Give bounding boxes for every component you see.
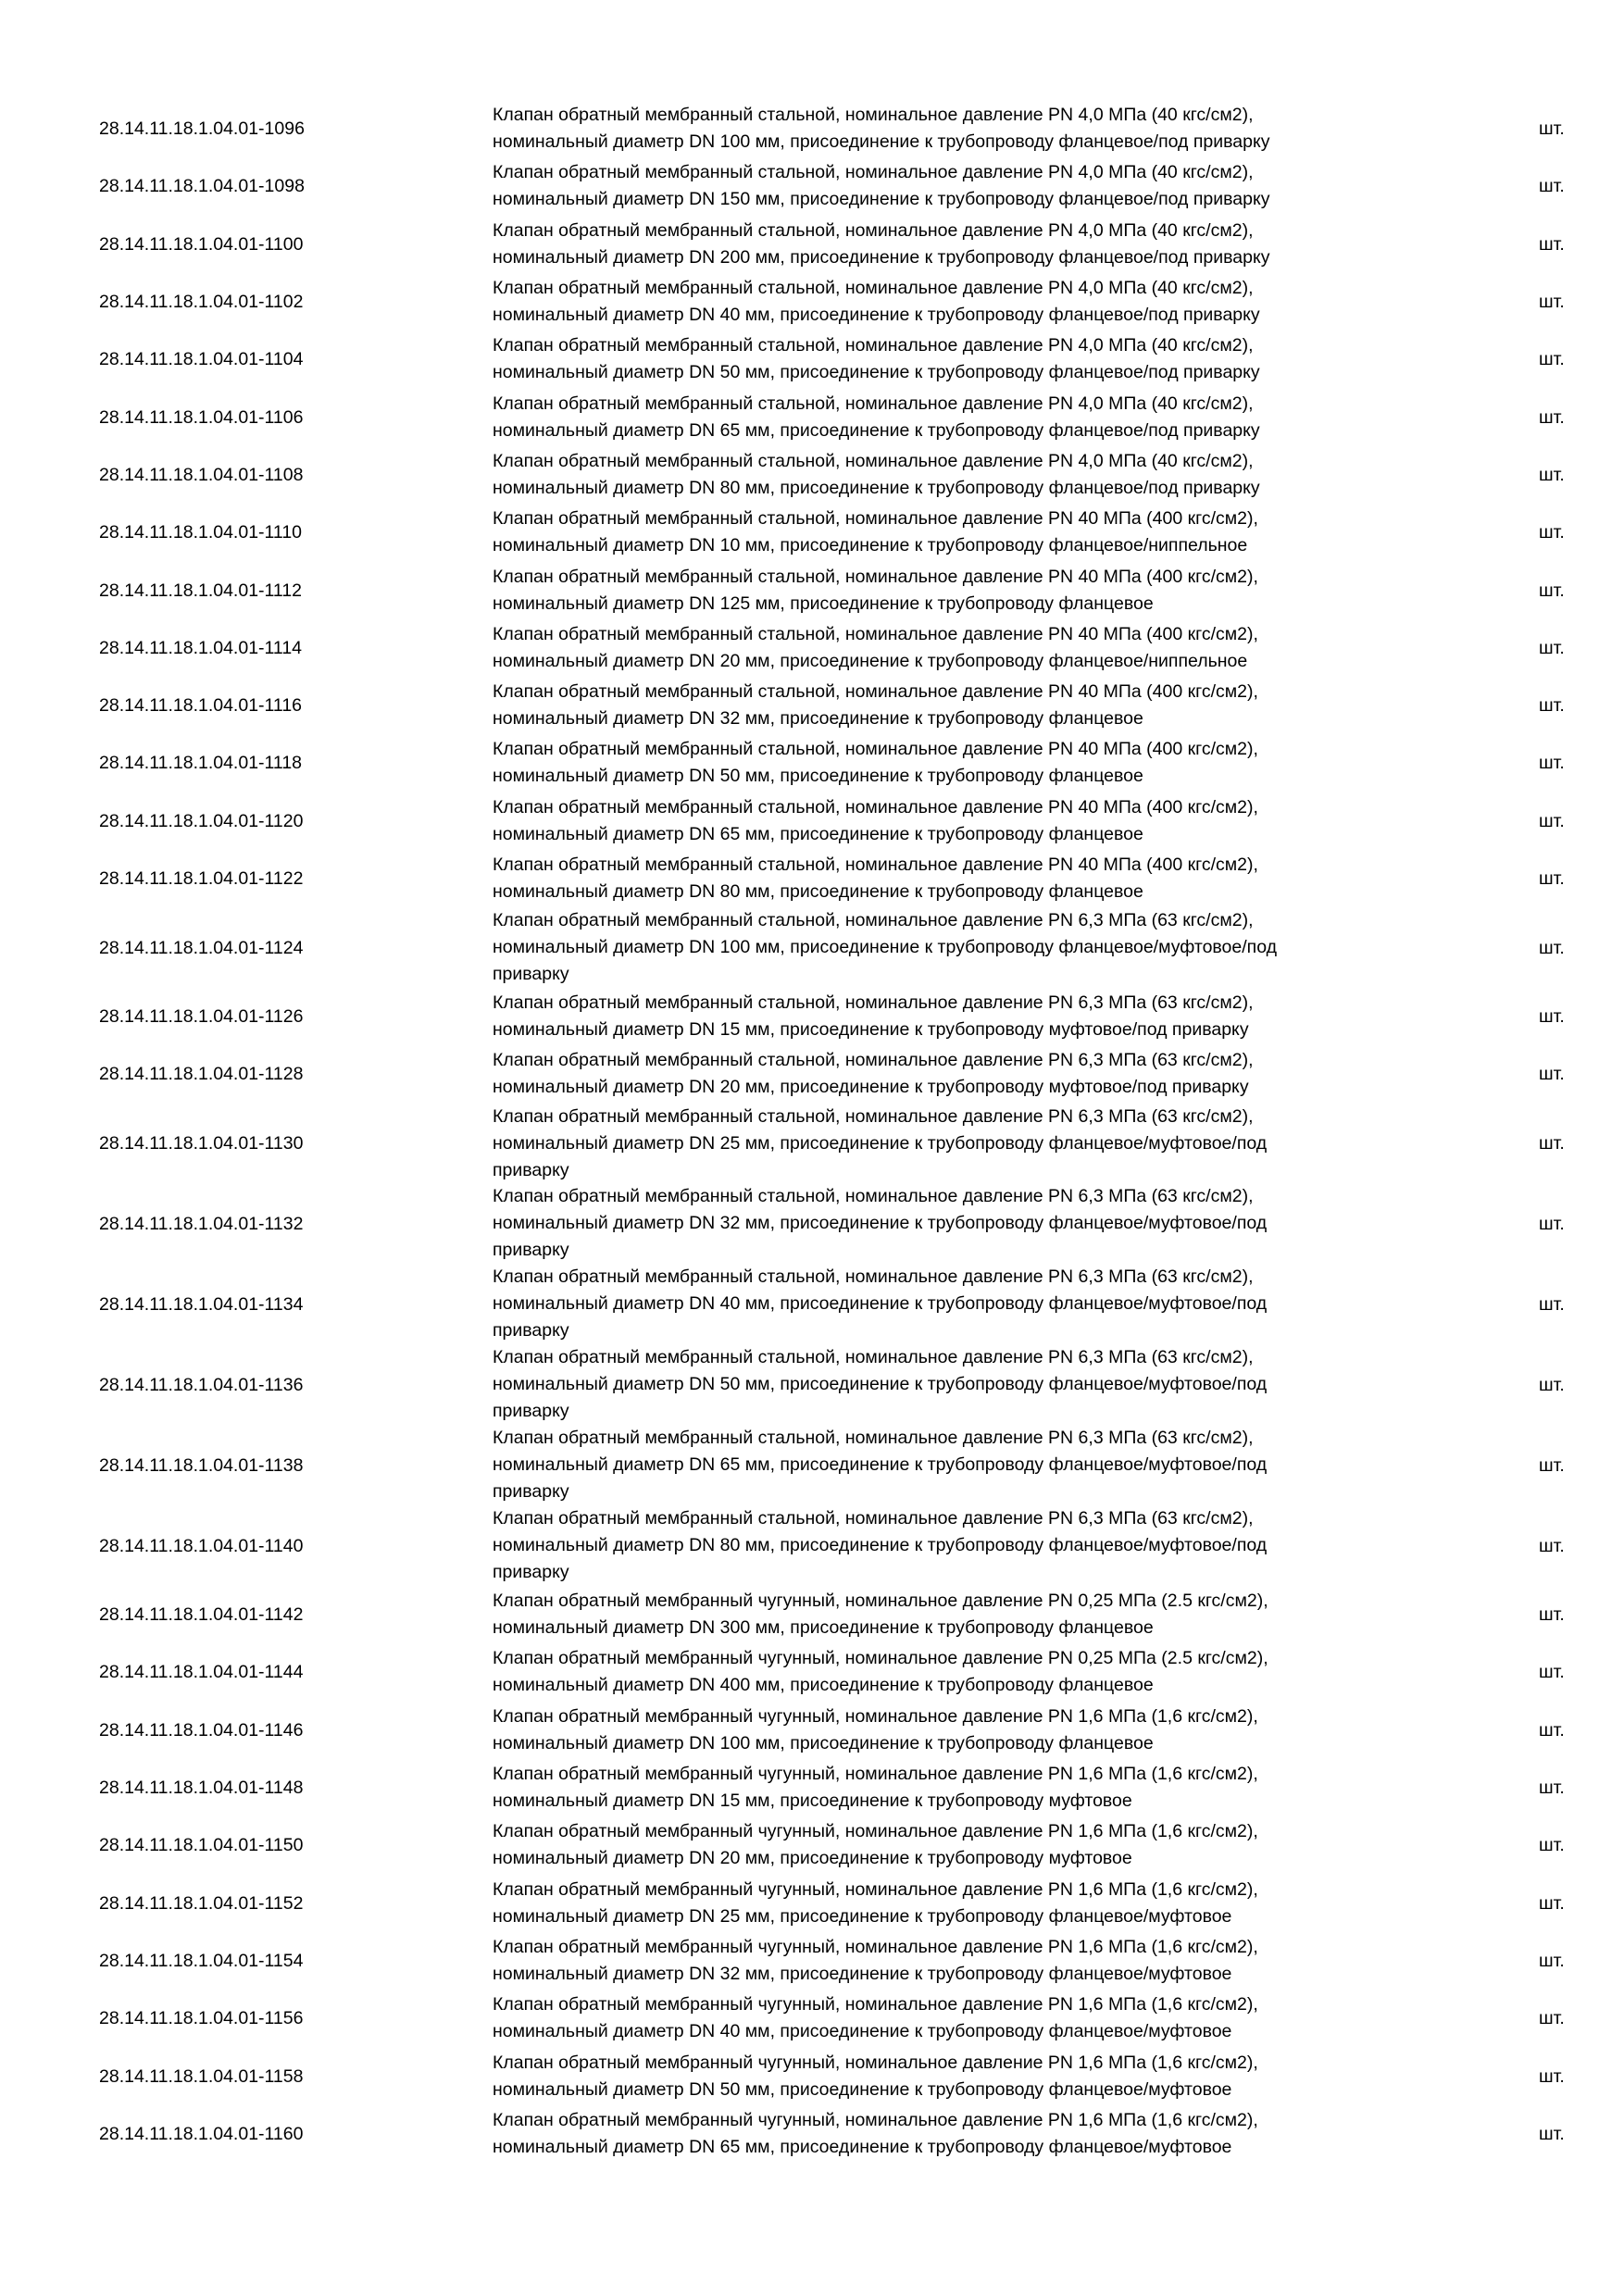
row-code: 28.14.11.18.1.04.01-1148 [99,1778,304,1799]
table-row [0,1932,1624,1990]
description-line: приварку [493,1562,569,1583]
table-row [0,1264,1624,1344]
description-line: номинальный диаметр DN 65 мм, присоединение к трубопроводу фланцевое/муфтовое [493,2136,1232,2157]
description-line: Клапан обратный мембранный стальной, номинальное давление PN 40 МПа (400 кгс/см2), [493,739,1258,760]
row-unit: шт. [1539,1950,1565,1971]
row-code: 28.14.11.18.1.04.01-1100 [99,233,304,255]
description-line: Клапан обратный мембранный стальной, номинальное давление PN 6,3 МПа (63 кгс/см2), [493,1186,1254,1207]
table-row [0,1702,1624,1759]
row-code: 28.14.11.18.1.04.01-1126 [99,1006,304,1028]
table-row [0,850,1624,907]
row-description [493,218,1418,271]
description-line: номинальный диаметр DN 32 мм, присоединение к трубопроводу фланцевое/муфтовое [493,1963,1232,1984]
row-description [493,332,1418,386]
description-line: приварку [493,1240,569,1261]
description-line: номинальный диаметр DN 40 мм, присоединение к трубопроводу фланцевое/муфтовое/под [493,1293,1268,1315]
description-line: номинальный диаметр DN 200 мм, присоединение к трубопроводу фланцевое/под приварку [493,246,1270,268]
row-description [493,736,1418,790]
row-description [493,1703,1418,1757]
row-description [493,1877,1418,1930]
row-unit: шт. [1539,176,1565,197]
row-description [493,1645,1418,1699]
table-row [0,1990,1624,2047]
description-line: Клапан обратный мембранный чугунный, номинальное давление PN 0,25 МПа (2.5 кгс/см2), [493,1648,1268,1669]
row-description [493,448,1418,502]
row-unit: шт. [1539,2065,1565,2087]
description-line: Клапан обратный мембранный стальной, номинальное давление PN 40 МПа (400 кгс/см2), [493,508,1258,530]
table-row [0,100,1624,157]
row-unit: шт. [1539,753,1565,774]
description-line: номинальный диаметр DN 25 мм, присоединение к трубопроводу фланцевое/муфтовое/под [493,1132,1268,1154]
row-description [493,391,1418,444]
table-row [0,2047,1624,2104]
row-code: 28.14.11.18.1.04.01-1136 [99,1374,304,1395]
description-line: Клапан обратный мембранный стальной, номинальное давление PN 40 МПа (400 кгс/см2), [493,681,1258,703]
row-code: 28.14.11.18.1.04.01-1102 [99,292,304,313]
description-line: приварку [493,964,569,985]
row-description [493,1505,1418,1586]
row-unit: шт. [1539,119,1565,140]
row-code: 28.14.11.18.1.04.01-1112 [99,580,303,601]
table-row [0,388,1624,445]
price-table [0,100,1624,2163]
description-line: Клапан обратный мембранный стальной, номинальное давление PN 4,0 МПа (40 кгс/см2), [493,219,1254,241]
table-row [0,1104,1624,1184]
description-line: Клапан обратный мембранный чугунный, номинальное давление PN 1,6 МПа (1,6 кгс/см2), [493,2052,1258,2073]
row-description [493,990,1418,1043]
row-unit: шт. [1539,2123,1565,2144]
description-line: Клапан обратный мембранный стальной, номинальное давление PN 6,3 МПа (63 кгс/см2), [493,1267,1254,1288]
description-line: номинальный диаметр DN 125 мм, присоединение к трубопроводу фланцевое [493,593,1154,614]
description-line: номинальный диаметр DN 50 мм, присоединение к трубопроводу фланцевое/муфтовое/под [493,1374,1268,1395]
row-code: 28.14.11.18.1.04.01-1106 [99,406,304,428]
row-description [493,852,1418,905]
description-line: Клапан обратный мембранный стальной, номинальное давление PN 4,0 МПа (40 кгс/см2), [493,393,1254,414]
description-line: приварку [493,1159,569,1180]
description-line: номинальный диаметр DN 32 мм, присоединение к трубопроводу фланцевое/муфтовое/под [493,1213,1268,1234]
description-line: номинальный диаметр DN 40 мм, присоединение к трубопроводу фланцевое/под приварку [493,305,1260,326]
row-unit: шт. [1539,695,1565,717]
description-line: номинальный диаметр DN 80 мм, присоединение к трубопроводу фланцевое [493,881,1143,902]
description-line: Клапан обратный мембранный стальной, номинальное давление PN 6,3 МПа (63 кгс/см2), [493,910,1254,931]
row-description [493,1425,1418,1505]
table-row [0,216,1624,273]
row-code: 28.14.11.18.1.04.01-1142 [99,1604,304,1626]
description-line: номинальный диаметр DN 150 мм, присоединение к трубопроводу фланцевое/под приварку [493,189,1270,210]
description-line: Клапан обратный мембранный стальной, номинальное давление PN 6,3 МПа (63 кгс/см2), [493,1050,1254,1071]
description-line: Клапан обратный мембранный стальной, номинальное давление PN 6,3 МПа (63 кгс/см2), [493,1347,1254,1368]
row-unit: шт. [1539,1374,1565,1395]
row-unit: шт. [1539,810,1565,831]
description-line: Клапан обратный мембранный чугунный, номинальное давление PN 1,6 МПа (1,6 кгс/см2), [493,1821,1258,1842]
row-code: 28.14.11.18.1.04.01-1108 [99,464,304,485]
description-line: номинальный диаметр DN 25 мм, присоединение к трубопроводу фланцевое/муфтовое [493,1905,1232,1927]
description-line: номинальный диаметр DN 15 мм, присоединение к трубопроводу муфтовое [493,1791,1132,1812]
row-description [493,1818,1418,1872]
row-unit: шт. [1539,1778,1565,1799]
row-description [493,505,1418,559]
table-row [0,1586,1624,1643]
row-code: 28.14.11.18.1.04.01-1150 [99,1835,304,1856]
description-line: номинальный диаметр DN 20 мм, присоединение к трубопроводу фланцевое/ниппельное [493,650,1248,671]
row-description [493,159,1418,213]
description-line: Клапан обратный мембранный стальной, номинальное давление PN 4,0 МПа (40 кгс/см2), [493,105,1254,126]
description-line: номинальный диаметр DN 100 мм, присоединение к трубопроводу фланцевое [493,1732,1154,1753]
row-code: 28.14.11.18.1.04.01-1140 [99,1535,304,1556]
description-line: номинальный диаметр DN 50 мм, присоединение к трубопроводу фланцевое [493,766,1143,787]
row-code: 28.14.11.18.1.04.01-1128 [99,1064,304,1085]
description-line: номинальный диаметр DN 400 мм, присоединение к трубопроводу фланцевое [493,1675,1154,1696]
row-description [493,1264,1418,1344]
row-unit: шт. [1539,1835,1565,1856]
description-line: Клапан обратный мембранный стальной, номинальное давление PN 40 МПа (400 кгс/см2), [493,855,1258,875]
table-row [0,2105,1624,2163]
table-row [0,157,1624,215]
table-row [0,1425,1624,1505]
row-description [493,1047,1418,1101]
row-description [493,679,1418,732]
row-unit: шт. [1539,349,1565,370]
row-description [493,2050,1418,2103]
table-row [0,1759,1624,1816]
row-description [493,2107,1418,2161]
description-line: Клапан обратный мембранный стальной, номинальное давление PN 6,3 МПа (63 кгс/см2), [493,1428,1254,1449]
row-unit: шт. [1539,522,1565,543]
description-line: Клапан обратный мембранный стальной, номинальное давление PN 6,3 МПа (63 кгс/см2), [493,992,1254,1014]
table-row [0,1643,1624,1701]
row-unit: шт. [1539,1454,1565,1476]
row-code: 28.14.11.18.1.04.01-1158 [99,2065,304,2087]
row-unit: шт. [1539,1662,1565,1683]
row-unit: шт. [1539,637,1565,658]
row-description [493,1991,1418,2045]
description-line: номинальный диаметр DN 65 мм, присоединение к трубопроводу фланцевое/муфтовое/под [493,1454,1268,1476]
row-code: 28.14.11.18.1.04.01-1160 [99,2123,304,2144]
row-code: 28.14.11.18.1.04.01-1154 [99,1950,304,1971]
row-code: 28.14.11.18.1.04.01-1120 [99,810,304,831]
table-row [0,1816,1624,1874]
row-description [493,564,1418,618]
row-code: 28.14.11.18.1.04.01-1096 [99,119,305,140]
row-code: 28.14.11.18.1.04.01-1116 [99,695,303,717]
row-unit: шт. [1539,868,1565,889]
table-row [0,273,1624,331]
table-row [0,561,1624,618]
row-code: 28.14.11.18.1.04.01-1110 [99,522,303,543]
description-line: номинальный диаметр DN 50 мм, присоединение к трубопроводу фланцевое/под приварку [493,362,1260,383]
row-code: 28.14.11.18.1.04.01-1156 [99,2008,304,2029]
table-row [0,619,1624,677]
table-row [0,504,1624,561]
description-line: номинальный диаметр DN 50 мм, присоединение к трубопроводу фланцевое/муфтовое [493,2078,1232,2100]
row-code: 28.14.11.18.1.04.01-1130 [99,1133,304,1154]
row-description [493,1761,1418,1815]
row-unit: шт. [1539,2008,1565,2029]
row-description [493,794,1418,848]
table-row [0,677,1624,734]
description-line: Клапан обратный мембранный стальной, номинальное давление PN 6,3 МПа (63 кгс/см2), [493,1105,1254,1127]
description-line: приварку [493,1481,569,1503]
row-description [493,1344,1418,1425]
table-row [0,1344,1624,1425]
row-unit: шт. [1539,292,1565,313]
description-line: номинальный диаметр DN 65 мм, присоединение к трубопроводу фланцевое [493,823,1143,844]
description-line: номинальный диаметр DN 10 мм, присоединение к трубопроводу фланцевое/ниппельное [493,535,1248,556]
row-description [493,1183,1418,1264]
description-line: номинальный диаметр DN 32 мм, присоединение к трубопроводу фланцевое [493,708,1143,730]
row-unit: шт. [1539,406,1565,428]
row-unit: шт. [1539,1892,1565,1914]
description-line: Клапан обратный мембранный чугунный, номинальное давление PN 1,6 МПа (1,6 кгс/см2), [493,1705,1258,1727]
row-code: 28.14.11.18.1.04.01-1114 [99,637,303,658]
row-code: 28.14.11.18.1.04.01-1104 [99,349,304,370]
table-row [0,331,1624,388]
description-line: Клапан обратный мембранный стальной, номинальное давление PN 40 МПа (400 кгс/см2), [493,566,1258,587]
description-line: номинальный диаметр DN 100 мм, присоединение к трубопроводу фланцевое/муфтовое/под [493,937,1278,958]
row-description [493,102,1418,156]
table-row [0,1184,1624,1265]
row-code: 28.14.11.18.1.04.01-1122 [99,868,304,889]
row-description [493,907,1418,988]
row-description [493,1588,1418,1641]
description-line: номинальный диаметр DN 65 мм, присоединение к трубопроводу фланцевое/под приварку [493,419,1260,441]
row-unit: шт. [1539,464,1565,485]
description-line: Клапан обратный мембранный чугунный, номинальное давление PN 0,25 МПа (2.5 кгс/см2), [493,1591,1268,1612]
row-description [493,621,1418,675]
description-line: номинальный диаметр DN 80 мм, присоединение к трубопроводу фланцевое/муфтовое/под [493,1535,1268,1556]
description-line: номинальный диаметр DN 20 мм, присоединение к трубопроводу муфтовое/под приварку [493,1077,1249,1098]
description-line: Клапан обратный мембранный стальной, номинальное давление PN 4,0 МПа (40 кгс/см2), [493,278,1254,299]
description-line: приварку [493,1320,569,1341]
row-unit: шт. [1539,1535,1565,1556]
description-line: приварку [493,1401,569,1422]
description-line: номинальный диаметр DN 40 мм, присоединение к трубопроводу фланцевое/муфтовое [493,2021,1232,2042]
row-description [493,275,1418,329]
description-line: номинальный диаметр DN 20 мм, присоединение к трубопроводу муфтовое [493,1848,1132,1869]
row-code: 28.14.11.18.1.04.01-1144 [99,1662,304,1683]
table-row [0,988,1624,1045]
row-description [493,1104,1418,1184]
description-line: Клапан обратный мембранный стальной, номинальное давление PN 4,0 МПа (40 кгс/см2), [493,162,1254,183]
table-row [0,446,1624,504]
description-line: номинальный диаметр DN 80 мм, присоединение к трубопроводу фланцевое/под приварку [493,477,1260,498]
row-unit: шт. [1539,1293,1565,1315]
description-line: Клапан обратный мембранный чугунный, номинальное давление PN 1,6 МПа (1,6 кгс/см2), [493,2109,1258,2130]
row-unit: шт. [1539,1213,1565,1234]
description-line: Клапан обратный мембранный чугунный, номинальное давление PN 1,6 МПа (1,6 кгс/см2), [493,1936,1258,1957]
table-row [0,734,1624,792]
description-line: Клапан обратный мембранный стальной, номинальное давление PN 6,3 МПа (63 кгс/см2), [493,1508,1254,1529]
row-unit: шт. [1539,1064,1565,1085]
row-code: 28.14.11.18.1.04.01-1098 [99,176,305,197]
description-line: номинальный диаметр DN 100 мм, присоединение к трубопроводу фланцевое/под приварку [493,131,1270,153]
table-row [0,1505,1624,1586]
table-row [0,1874,1624,1931]
row-description [493,1934,1418,1988]
row-code: 28.14.11.18.1.04.01-1134 [99,1293,304,1315]
table-row [0,792,1624,850]
description-line: Клапан обратный мембранный чугунный, номинальное давление PN 1,6 МПа (1,6 кгс/см2), [493,1994,1258,2015]
table-row [0,1045,1624,1103]
row-unit: шт. [1539,1719,1565,1741]
description-line: Клапан обратный мембранный чугунный, номинальное давление PN 1,6 МПа (1,6 кгс/см2), [493,1878,1258,1900]
description-line: номинальный диаметр DN 300 мм, присоединение к трубопроводу фланцевое [493,1617,1154,1639]
row-code: 28.14.11.18.1.04.01-1146 [99,1719,304,1741]
row-code: 28.14.11.18.1.04.01-1124 [99,937,304,958]
row-unit: шт. [1539,937,1565,958]
row-code: 28.14.11.18.1.04.01-1152 [99,1892,304,1914]
row-unit: шт. [1539,1006,1565,1028]
row-code: 28.14.11.18.1.04.01-1132 [99,1213,304,1234]
row-unit: шт. [1539,233,1565,255]
description-line: номинальный диаметр DN 15 мм, присоединение к трубопроводу муфтовое/под приварку [493,1019,1249,1041]
row-unit: шт. [1539,580,1565,601]
description-line: Клапан обратный мембранный стальной, номинальное давление PN 40 МПа (400 кгс/см2), [493,796,1258,817]
description-line: Клапан обратный мембранный чугунный, номинальное давление PN 1,6 МПа (1,6 кгс/см2), [493,1764,1258,1785]
description-line: Клапан обратный мембранный стальной, номинальное давление PN 40 МПа (400 кгс/см2), [493,623,1258,644]
row-code: 28.14.11.18.1.04.01-1118 [99,753,303,774]
row-unit: шт. [1539,1133,1565,1154]
description-line: Клапан обратный мембранный стальной, номинальное давление PN 4,0 МПа (40 кгс/см2), [493,335,1254,356]
row-unit: шт. [1539,1604,1565,1626]
row-code: 28.14.11.18.1.04.01-1138 [99,1454,304,1476]
table-row [0,907,1624,988]
description-line: Клапан обратный мембранный стальной, номинальное давление PN 4,0 МПа (40 кгс/см2), [493,450,1254,471]
